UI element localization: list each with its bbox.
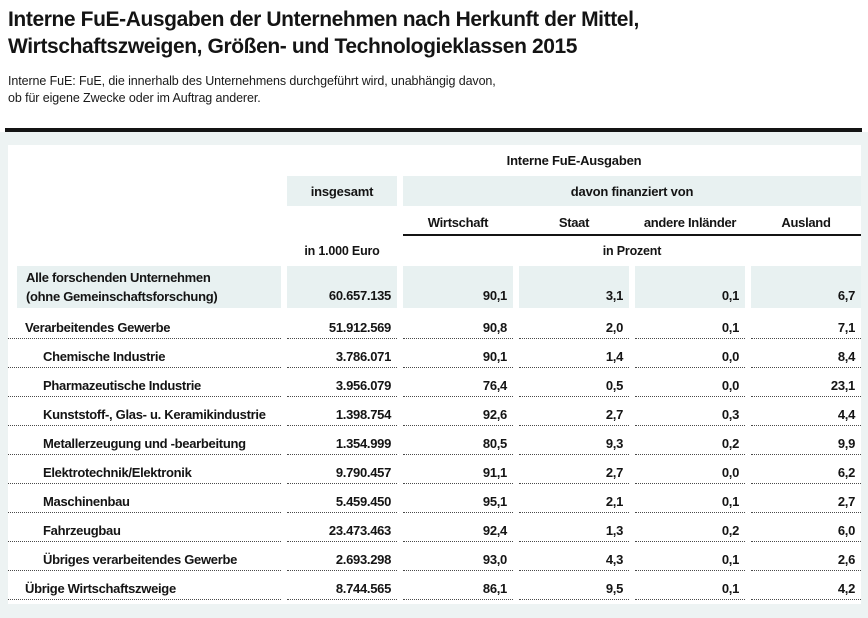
cell-percent-staat: 1,4 [519, 339, 629, 368]
cell-total-euro: 23.473.463 [287, 513, 397, 542]
table-main-columns-row [8, 176, 861, 206]
row-label-line: Fahrzeugbau [43, 523, 121, 538]
cell-percent-staat: 2,7 [519, 397, 629, 426]
cell-percent-ausland: 4,4 [751, 397, 861, 426]
table-row [8, 484, 861, 513]
cell-percent-andere-inlaender: 0,0 [635, 339, 745, 368]
table-row [8, 513, 861, 542]
cell-percent-ausland: 2,6 [751, 542, 861, 571]
cell-percent-staat: 2,1 [519, 484, 629, 513]
row-label-line: Übriges verarbeitendes Gewerbe [43, 552, 238, 567]
table-body [8, 266, 861, 600]
cell-percent-ausland: 4,2 [751, 571, 861, 600]
table-row [8, 310, 861, 339]
column-header-ausland: Ausland [781, 215, 831, 230]
document-header [0, 0, 868, 107]
cell-percent-andere-inlaender: 0,1 [635, 310, 745, 339]
table-sub-columns-row [8, 206, 861, 236]
row-label-line: (ohne Gemeinschaftsforschung) [26, 289, 218, 304]
cell-percent-andere-inlaender: 0,1 [635, 266, 745, 308]
row-label [8, 310, 281, 339]
cell-total-euro: 8.744.565 [287, 571, 397, 600]
row-label [8, 542, 281, 571]
row-label [8, 397, 281, 426]
cell-total-euro: 5.459.450 [287, 484, 397, 513]
unit-label-percent: in Prozent [602, 244, 662, 258]
cell-percent-wirtschaft: 76,4 [403, 368, 513, 397]
table-row [8, 426, 861, 455]
page-title-line1: Interne FuE-Ausgaben der Unternehmen nach Herkunft der Mittel, [8, 8, 639, 31]
cell-percent-andere-inlaender: 0,1 [635, 571, 745, 600]
row-label [17, 266, 281, 308]
row-label [8, 426, 281, 455]
table-card [8, 145, 861, 604]
cell-percent-ausland: 2,7 [751, 484, 861, 513]
cell-percent-wirtschaft: 90,1 [403, 266, 513, 308]
page-title-line2: Wirtschaftszweigen, Größen- und Technologieklassen 2015 [8, 35, 578, 58]
cell-percent-staat: 1,3 [519, 513, 629, 542]
table-row [8, 397, 861, 426]
row-label-line: Maschinenbau [43, 494, 130, 509]
table-row [8, 571, 861, 600]
sub-columns-underline [403, 206, 861, 236]
cell-total-euro: 2.693.298 [287, 542, 397, 571]
definition-note [8, 73, 860, 107]
column-header-insgesamt: insgesamt [287, 176, 397, 206]
table-row [8, 368, 861, 397]
cell-percent-ausland: 6,7 [751, 266, 861, 308]
cell-percent-wirtschaft: 91,1 [403, 455, 513, 484]
cell-percent-staat: 9,3 [519, 426, 629, 455]
table-row [8, 542, 861, 571]
cell-percent-staat: 0,5 [519, 368, 629, 397]
cell-percent-staat: 3,1 [519, 266, 629, 308]
cell-percent-andere-inlaender: 0,2 [635, 426, 745, 455]
cell-total-euro: 9.790.457 [287, 455, 397, 484]
cell-percent-wirtschaft: 92,6 [403, 397, 513, 426]
table-units-row [8, 236, 861, 266]
cell-percent-wirtschaft: 86,1 [403, 571, 513, 600]
cell-percent-wirtschaft: 90,1 [403, 339, 513, 368]
row-label-line: Verarbeitendes Gewerbe [25, 320, 171, 335]
table-row [8, 266, 861, 308]
cell-percent-andere-inlaender: 0,3 [635, 397, 745, 426]
column-header-davon-finanziert-von: davon finanziert von [403, 176, 861, 206]
row-label [8, 455, 281, 484]
table-group-header-row [8, 145, 861, 176]
table-panel [0, 132, 868, 618]
cell-total-euro: 60.657.135 [287, 266, 397, 308]
row-label-line: Metallerzeugung und -bearbeitung [43, 436, 246, 451]
column-header-andere-inlaender: andere Inländer [643, 215, 737, 230]
column-header-staat: Staat [558, 215, 590, 230]
row-label [8, 368, 281, 397]
row-label [8, 571, 281, 600]
cell-percent-andere-inlaender: 0,1 [635, 484, 745, 513]
cell-percent-ausland: 6,2 [751, 455, 861, 484]
definition-note-line2: ob für eigene Zwecke oder im Auftrag anderer. [8, 91, 261, 105]
row-label-line: Elektrotechnik/Elektronik [43, 465, 192, 480]
table-row [8, 455, 861, 484]
cell-total-euro: 1.398.754 [287, 397, 397, 426]
cell-total-euro: 51.912.569 [287, 310, 397, 339]
cell-percent-wirtschaft: 93,0 [403, 542, 513, 571]
cell-percent-wirtschaft: 80,5 [403, 426, 513, 455]
page-title [8, 6, 860, 60]
cell-percent-ausland: 8,4 [751, 339, 861, 368]
cell-percent-andere-inlaender: 0,2 [635, 513, 745, 542]
cell-percent-andere-inlaender: 0,0 [635, 368, 745, 397]
row-label [8, 484, 281, 513]
cell-percent-staat: 4,3 [519, 542, 629, 571]
cell-percent-andere-inlaender: 0,0 [635, 455, 745, 484]
cell-total-euro: 3.786.071 [287, 339, 397, 368]
cell-percent-staat: 9,5 [519, 571, 629, 600]
cell-percent-ausland: 6,0 [751, 513, 861, 542]
row-label-line: Alle forschenden Unternehmen [26, 270, 211, 285]
row-label [8, 513, 281, 542]
unit-label-euro: in 1.000 Euro [304, 244, 380, 258]
table-group-header: Interne FuE-Ausgaben [506, 153, 642, 168]
cell-total-euro: 1.354.999 [287, 426, 397, 455]
cell-percent-ausland: 23,1 [751, 368, 861, 397]
cell-percent-staat: 2,7 [519, 455, 629, 484]
definition-note-line1: Interne FuE: FuE, die innerhalb des Unternehmens durchgeführt wird, unabhängig davon, [8, 74, 496, 88]
row-label-line: Kunststoff-, Glas- u. Keramikindustrie [43, 407, 266, 422]
row-label-line: Chemische Industrie [43, 349, 166, 364]
row-label-line: Pharmazeutische Industrie [43, 378, 201, 393]
cell-percent-staat: 2,0 [519, 310, 629, 339]
cell-percent-wirtschaft: 90,8 [403, 310, 513, 339]
cell-percent-andere-inlaender: 0,1 [635, 542, 745, 571]
cell-total-euro: 3.956.079 [287, 368, 397, 397]
row-label [8, 339, 281, 368]
cell-percent-wirtschaft: 95,1 [403, 484, 513, 513]
cell-percent-ausland: 9,9 [751, 426, 861, 455]
cell-percent-ausland: 7,1 [751, 310, 861, 339]
cell-percent-wirtschaft: 92,4 [403, 513, 513, 542]
column-header-wirtschaft: Wirtschaft [427, 215, 489, 230]
table-row [8, 339, 861, 368]
row-label-line: Übrige Wirtschaftszweige [25, 581, 176, 596]
